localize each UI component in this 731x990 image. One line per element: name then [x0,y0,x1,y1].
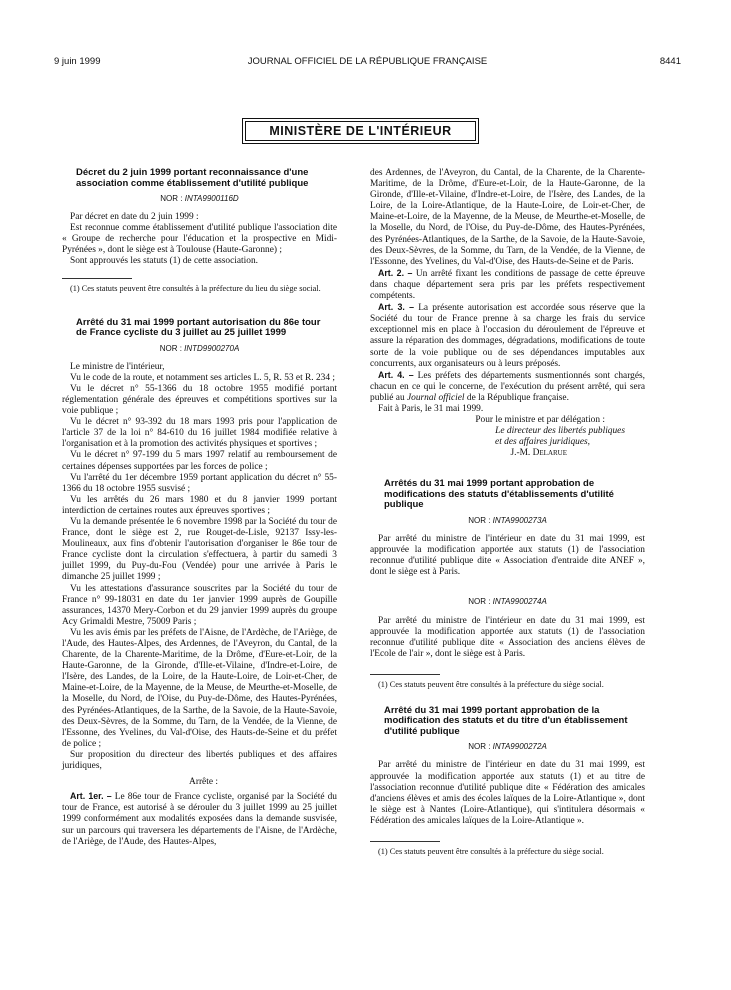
arrete-a3-nor: NOR : INTA9900272A [468,742,547,752]
footnote-rule [370,674,440,675]
journal-title: JOURNAL OFFICIEL DE LA RÉPUBLIQUE FRANÇAISE [247,56,488,67]
article-2: Art. 2. – Un arrêté fixant les conditions de passage de cette épreuve dans chaque département sera pris par les préfets respectivement compétents. [370,267,645,302]
arrete-a1-text: Par arrêté du ministre de l'intérieur en date du 31 mai 1999, est approuvée la modification apportée aux statuts (1) de l'association reconnue d'utilité publique dite « Association d'entraide dite ANEF », dont le siège est à Paris. [370,534,645,578]
decree-title: Décret du 2 juin 1999 portant reconnaissance d'une association comme établissement d'utilité publique [76,167,309,189]
visa-paragraph: Vu le décret n° 55-1366 du 18 octobre 1955 modifié portant réglementation générale des épreuves et compétitions sportives sur la voie publique ; [62,383,337,417]
issue-date: 9 juin 1999 [54,56,101,67]
article-4: Art. 4. – Les préfets des départements susmentionnés sont chargés, chacun en ce qui le concerne, de l'exécution du présent arrêté, qui sera publié au Journal officiel de la République française. [370,369,645,403]
page-number: 8441 [659,56,681,67]
visa-paragraph: Vu le code de la route, et notamment ses articles L. 5, R. 53 et R. 234 ; [70,372,335,383]
footnote-rule [370,841,440,842]
visa-paragraph: Le ministre de l'intérieur, [70,361,165,372]
arretes-footnote: (1) Ces statuts peuvent être consultés à la préfecture du siège social. [378,679,604,689]
arrete-a3-text: Par arrêté du ministre de l'intérieur en date du 31 mai 1999, est approuvée la modification apportée aux statuts (1) et au titre de l'association reconnue d'utilité publique dite « Fédération des amicales d'anciens élèves et amis des écoles laïques de la Loire-Atlantique », dont le siège est à Nantes (Loire-Atlantique), qui s'intitulera désormais « Fédération des amicales laïques de la Loire-Atlantique ». [370,760,645,826]
arrete-keyword: Arrête : [189,777,218,788]
arrete-a2-nor: NOR : INTA9900274A [468,597,547,607]
visa-paragraph: Vu les arrêtés du 26 mars 1980 et du 8 janvier 1999 portant interdiction de certaines routes aux épreuves sportives ; [62,494,337,516]
right-column [370,168,645,857]
visa-paragraph: Vu le décret n° 93-392 du 18 mars 1993 pris pour l'application de l'article 37 de la loi n° 84-610 du 16 juillet 1984 modifiée relative à l'organisation et à la promotion des activités physiques et sportives ; [62,417,337,450]
decree-body: Est reconnue comme établissement d'utilité publique l'association dite « Groupe de recherche pour l'éducation et la prospective en Midi-Pyrénées », dont le siège est à Toulouse (Haute-Garonne) ; [62,223,337,256]
visa-paragraph: Vu le décret n° 97-199 du 5 mars 1997 relatif au remboursement de certaines dépenses supportées par les forces de police ; [62,450,337,472]
decree-approval: Sont approuvés les statuts (1) de cette association. [70,256,258,267]
decree-intro: Par décret en date du 2 juin 1999 : [70,212,199,223]
decree-nor: NOR : INTA9900116D [160,194,239,203]
arrete-nor: NOR : INTD9900270A [159,343,240,353]
signature-role-1: Le directeur des libertés publiques [495,426,625,437]
arrete-a2-text: Par arrêté du ministre de l'intérieur en date du 31 mai 1999, est approuvée la modification apportée aux statuts (1) de l'association reconnue d'utilité publique dite « Association des anciens élèves de l'Ecole de l'air », dont le siège est à Paris. [370,615,645,659]
arrete-a3-footnote: (1) Ces statuts peuvent être consultés à la préfecture du siège social. [378,847,604,857]
ministry-heading: MINISTÈRE DE L'INTÉRIEUR [269,124,452,138]
arrete-title: Arrêté du 31 mai 1999 portant autorisation du 86e tour de France cycliste du 3 juillet au 25 juillet 1999 [76,316,321,339]
article-1: Art. 1er. – Le 86e tour de France cycliste, organisé par la Société du tour de France, est autorisé à se dérouler du 3 juillet 1999 au 25 juillet 1999 conformément aux modalités exposées dans la demande susvisée, sur un parcours qui traversera les départements de l'Aisne, de l'Ardèche, de l'Ariège, de l'Aude, des Hautes-Alpes, [62,791,337,847]
visa-paragraph: Vu les avis émis par les préfets de l'Aisne, de l'Ardèche, de l'Ariège, de l'Aude, des Hautes-Alpes, des Ardennes, de l'Aveyron, du Cantal, de la Charente, de la Charente-Maritime, de la Drôme, d'Eure-et-Loir, de la Haute-Garonne, de la Gironde, d'Ille-et-Vilaine, d'Indre-et-Loire, de l'Isère, des Landes, de la Loire, de la Haute-Loire, de Loir-et-Cher, de Maine-et-Loire, de la Mayenne, de la Meuse, de Meurthe-et-Moselle, de la Moselle, du Nord, de l'Oise, du Puy-de-Dôme, des Hautes-Pyrénées, des Pyrénées-Atlantiques, de la Sarthe, de la Savoie, de la Haute-Savoie, des Deux-Sèvres, de la Somme, du Tarn, de la Vendée, de la Vienne, de l'Essonne, des Yvelines, du Val-d'Oise, des Hauts-de-Seine et du préfet de police ; [62,627,337,749]
article-1-continued: des Ardennes, de l'Aveyron, du Cantal, de la Charente, de la Charente-Maritime, de la Drôme, d'Eure-et-Loir, de la Haute-Garonne, de la Gironde, d'Ille-et-Vilaine, d'Indre-et-Loire, de l'Isère, des Landes, de la Loire, de la Loire-Atlantique, de la Haute-Loire, de Loir-et-Cher, de Maine-et-Loire, de la Mayenne, de la Meuse, de Meurthe-et-Moselle, de la Moselle, du Nord, de l'Oise, du Puy-de-Dôme, des Hautes-Pyrénées, des Pyrénées-Atlantiques, de la Sarthe, de la Savoie, de la Haute-Savoie, des Deux-Sèvres, de la Somme, du Tarn, de la Vendée, de la Vienne, de l'Essonne, des Yvelines, du Val-d'Oise, des Hauts-de-Seine et de Paris. [370,168,645,267]
visa-paragraph: Vu l'arrêté du 1er décembre 1959 portant application du décret n° 55-1366 du 18 octobre 1955 susvisé ; [62,472,337,494]
signature-delegation: Pour le ministre et par délégation : [475,415,605,426]
arretes-title: Arrêtés du 31 mai 1999 portant approbation de modifications des statuts d'établissements d'utilité publique [384,478,614,511]
visa-paragraph: Vu la demande présentée le 6 novembre 1998 par la Société du tour de France, dont le siège est 2, rue Rouget-de-Lisle, 92137 Issy-les-Moulineaux, aux fins d'obtenir l'autorisation d'organiser le 86e tour de France cycliste dont la circulation s'effectuera, à partir du samedi 3 juillet 1999, du Puy-du-Fou (Vendée) pour une arrivée à Paris le dimanche 25 juillet 1999 ; [62,516,337,583]
decree-footnote: (1) Ces statuts peuvent être consultés à la préfecture du lieu du siège social. [70,283,321,293]
ministry-heading-box [242,118,479,144]
footnote-rule [62,278,132,279]
signature-role-2: et des affaires juridiques, [495,437,590,448]
arrete-a3-title: Arrêté du 31 mai 1999 portant approbation de la modification des statuts et du titre d'un établissement d'utilité publique [384,704,628,737]
signature-name: J.-M. Delarue [510,448,567,459]
place-date: Fait à Paris, le 31 mai 1999. [378,403,484,414]
left-column [62,168,337,848]
visa-paragraph: Vu les attestations d'assurance souscrites par la Société du tour de France n° 99-18031 en date du 1er janvier 1999 auprès de Goupille assurances, 14370 Mery-Corbon et du 29 janvier 1999 auprès du groupe Acy Grimaldi Mestre, 75009 Paris ; [62,583,337,627]
visa-paragraph: Sur proposition du directeur des libertés publiques et des affaires juridiques, [62,749,337,772]
article-3: Art. 3. – La présente autorisation est accordée sous réserve que la Société du tour de France prenne à sa charge les frais du service exceptionnel mis en place à l'occasion du déroulement de l'épreuve et assure la réparation des dommages, dégradations, modifications de toute sorte de la voie publique ou de ses dépendances imputables aux concurrents, aux organisateurs ou à leurs préposés. [370,302,645,369]
arrete-a1-nor: NOR : INTA9900273A [468,515,547,525]
